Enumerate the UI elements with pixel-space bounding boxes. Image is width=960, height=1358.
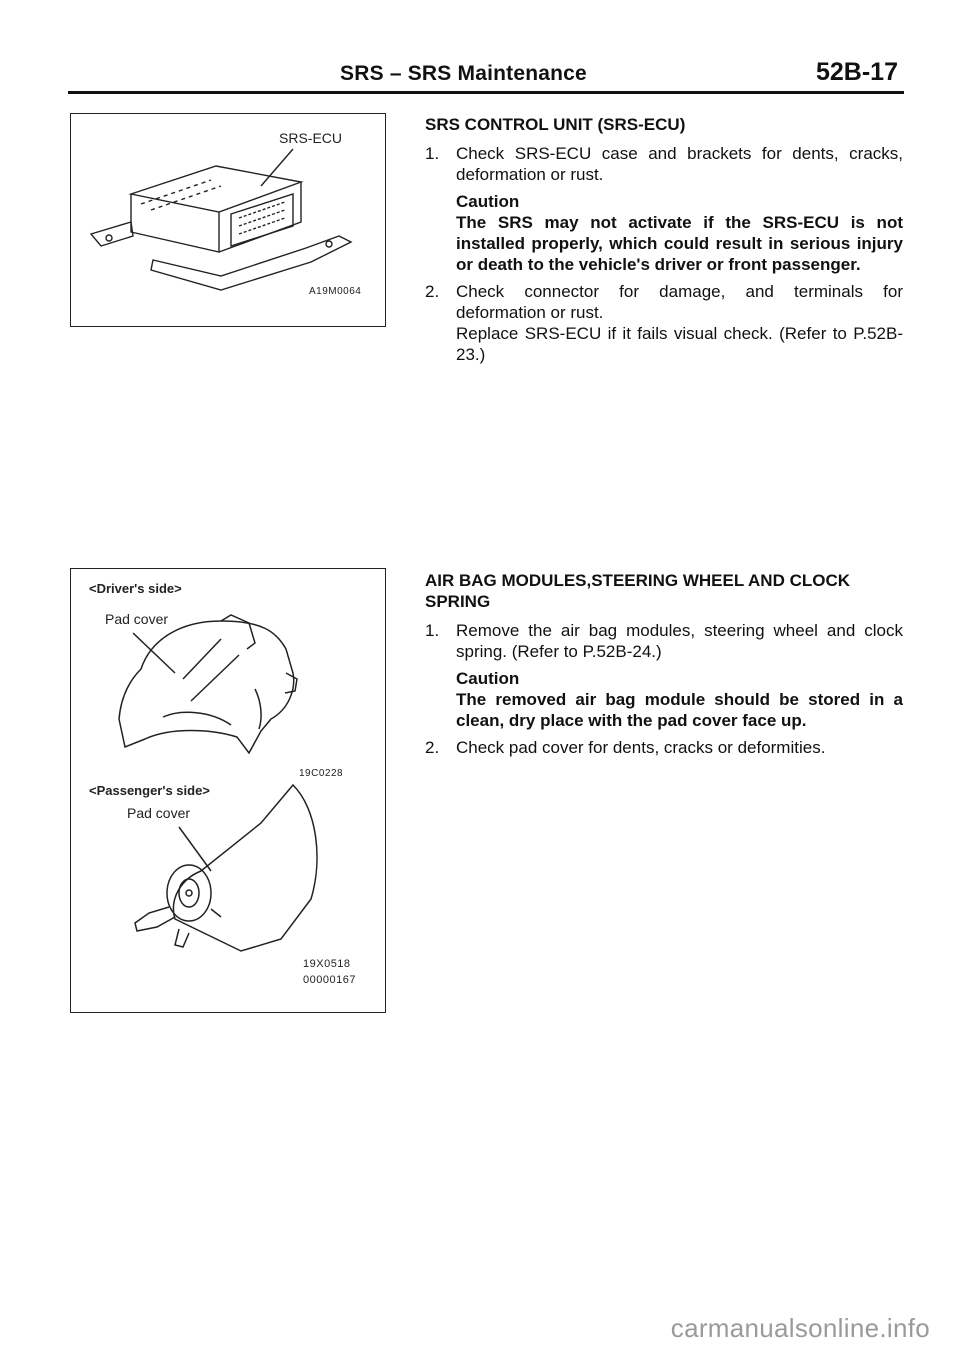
step-number: 1. [425,144,440,163]
caution-label: Caution [456,669,520,688]
srs-ecu-figure [70,113,386,327]
srs-ecu-label: SRS-ECU [279,130,343,146]
section-title-srs-ecu: SRS CONTROL UNIT (SRS-ECU) [425,115,686,134]
header-rule [68,91,904,94]
passenger-figure-code: 19X0518 [303,958,351,970]
caution-text: The SRS may not activate if the SRS-ECU is not installed properly, which could result in serious injury or death to the vehicle's driver or front passenger. [456,213,903,274]
srs-ecu-figure-code: A19M0064 [309,286,362,297]
section-air-bag-modules [425,570,903,764]
air-bag-step-1 [425,620,903,731]
watermark: carmanualsonline.info [670,1313,930,1343]
step-number: 2. [425,282,440,301]
passengers-side-label: <Passenger's side> [89,783,210,798]
srs-ecu-step-1 [425,143,903,275]
step-text: Check connector for damage, and terminals for deformation or rust. [456,282,903,322]
figure-reference-code: 00000167 [303,974,356,986]
drivers-side-label: <Driver's side> [89,581,182,596]
step-text-replace: Replace SRS-ECU if it fails visual check. (Refer to P.52B-23.) [456,324,903,364]
step-text: Remove the air bag modules, steering wheel and clock spring. (Refer to P.52B-24.) [456,621,903,661]
page-number: 52B-17 [816,58,898,86]
caution-label: Caution [456,192,520,211]
caution-text: The removed air bag module should be stored in a clean, dry place with the pad cover face up. [456,690,903,730]
step-number: 2. [425,738,440,757]
section-title-air-bag: AIR BAG MODULES,STEERING WHEEL AND CLOCK SPRING [425,571,851,611]
air-bag-step-2 [425,737,903,758]
srs-ecu-step-2 [425,281,903,365]
passenger-pad-cover-label: Pad cover [127,805,191,821]
section-srs-control-unit [425,114,903,371]
driver-figure-code: 19C0228 [299,768,344,779]
page-title: SRS – SRS Maintenance [340,62,587,85]
step-number: 1. [425,621,440,640]
air-bag-module-figure [70,568,386,1013]
step-text: Check pad cover for dents, cracks or deformities. [456,738,826,757]
driver-air-bag-drawing [71,569,387,769]
step-text: Check SRS-ECU case and brackets for dents, cracks, deformation or rust. [456,144,903,184]
driver-pad-cover-label: Pad cover [105,611,169,627]
